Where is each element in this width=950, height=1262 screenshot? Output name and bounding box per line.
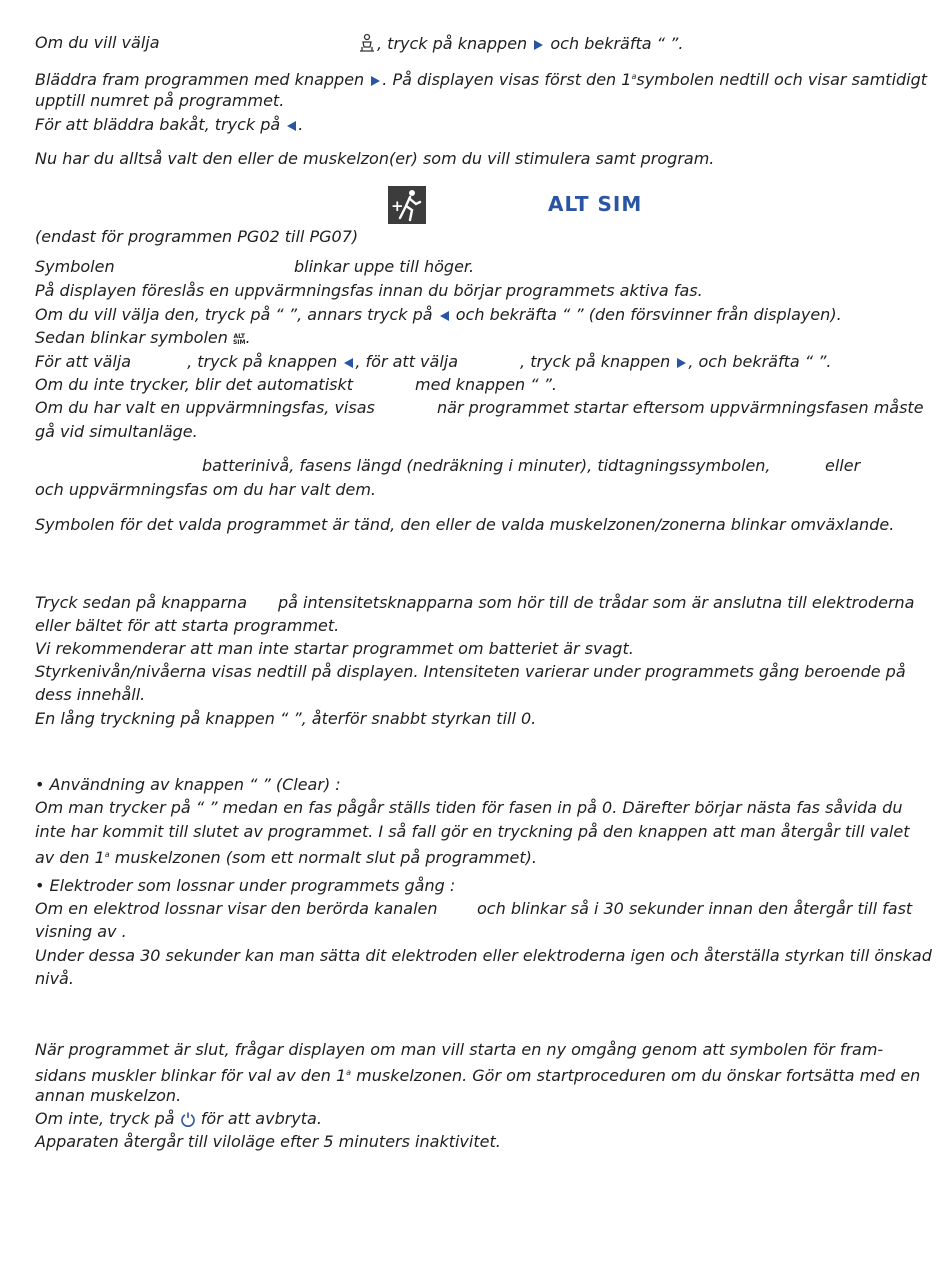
- para7-line3: Vi rekommenderar att man inte startar programmet om batteriet är svagt.: [35, 639, 634, 658]
- para5-line1b: eller: [825, 456, 861, 475]
- para9-line4: Under dessa 30 sekunder kan man sätta dit elektroden eller elektroderna igen och återställa styrkan till önskad: [35, 946, 932, 965]
- para2-line1: [35, 67, 928, 90]
- para7-line1b: på intensitetsknapparna som hör till de trådar som är anslutna till elektroderna: [278, 593, 915, 612]
- para8-line3: inte har kommit till slutet av programmet. I så fall gör en tryckning på den knappen att man återgår till valet: [35, 822, 910, 841]
- para4-line6: För att välja , tryck på knappen , för att välja , tryck på knappen , och bekräfta “ ”.: [35, 352, 832, 371]
- seated-person-icon: [357, 33, 377, 53]
- text: Bläddra fram programmen med knappen . På displayen visas först den 1$^a$symbolen nedtill och visar samtidigt: [35, 70, 928, 89]
- para9-line1: • Elektroder som lossnar under programmets gång :: [35, 876, 456, 895]
- para10-line1: När programmet är slut, frågar displayen om man vill starta en ny omgång genom att symbolen för fram-: [35, 1040, 884, 1059]
- para4-line8b: när programmet startar eftersom uppvärmningsfasen måste: [437, 398, 924, 417]
- power-icon: [180, 1111, 196, 1127]
- para9-line5: nivå.: [35, 969, 74, 988]
- text: Om du vill välja: [35, 33, 160, 52]
- para5-line1: batterinivå, fasens längd (nedräkning i minuter), tidtagningssymbolen,: [202, 456, 771, 475]
- para10-line2: sidans muskler blinkar för val av den 1$^a$ muskelzonen. Gör om startproceduren om du önskar fortsätta med en: [35, 1066, 921, 1085]
- para8-line2: Om man trycker på “ ” medan en fas pågår ställs tiden för fasen in på 0. Därefter börjar nästa fas såvida du: [35, 798, 903, 817]
- para3-line: Nu har du alltså valt den eller de muskelzon(er) som du vill stimulera samt program.: [35, 149, 715, 168]
- running-man-icon: [388, 186, 426, 224]
- para6-line: Symbolen för det valda programmet är tänd, den eller de valda muskelzonen/zonerna blinkar omväxlande.: [35, 515, 895, 534]
- text: och bekräfta “ ”.: [550, 34, 684, 53]
- para4-line8: Om du har valt en uppvärmningsfas, visas: [35, 398, 375, 417]
- para10-line4: Om inte, tryck på för att avbryta.: [35, 1109, 322, 1128]
- para4-line7b: med knappen “ ”.: [415, 375, 558, 394]
- triangle-right-icon: [534, 40, 543, 50]
- triangle-left-icon: [440, 311, 449, 321]
- para4-line9: gå vid simultanläge.: [35, 422, 198, 441]
- alt-sim-small-icon: ALT SIM: [232, 333, 246, 346]
- para10-line3: annan muskelzon.: [35, 1086, 182, 1105]
- para7-line2: eller bältet för att starta programmet.: [35, 616, 340, 635]
- para4-line2: Symbolen: [35, 257, 115, 276]
- triangle-left-icon: [287, 121, 296, 131]
- para2-line2: upptill numret på programmet.: [35, 91, 285, 110]
- text: , tryck på knappen: [377, 34, 528, 53]
- para9-line2: Om en elektrod lossnar visar den berörda kanalen: [35, 899, 438, 918]
- para4-line4: Om du vill välja den, tryck på “ ”, annars tryck på och bekräfta “ ” (den försvinner från displayen).: [35, 305, 842, 324]
- para7-line1: Tryck sedan på knapparna: [35, 593, 247, 612]
- para8-line4: av den 1$^a$ muskelzonen (som ett normalt slut på programmet).: [35, 848, 537, 867]
- para7-line5: dess innehåll.: [35, 685, 146, 704]
- para4-line1: (endast för programmen PG02 till PG07): [35, 227, 359, 246]
- para9-line3: visning av .: [35, 922, 127, 941]
- para9-line2b: och blinkar så i 30 sekunder innan den återgår till fast: [477, 899, 913, 918]
- para4-line2b: blinkar uppe till höger.: [294, 257, 475, 276]
- triangle-right-icon: [371, 76, 380, 86]
- para7-line4: Styrkenivån/nivåerna visas nedtill på displayen. Intensiteten varierar under programmets gång beroende på: [35, 662, 906, 681]
- para2-line3: För att bläddra bakåt, tryck på .: [35, 115, 304, 134]
- para7-line6: En lång tryckning på knappen “ ”, återför snabbt styrkan till 0.: [35, 709, 537, 728]
- para1-line-b: [357, 33, 683, 54]
- alt-sim-heading: ALT SIM: [548, 192, 643, 216]
- para8-line1: • Användning av knappen “ ” (Clear) :: [35, 775, 341, 794]
- para4-line5: Sedan blinkar symbolen ALT SIM.: [35, 328, 251, 347]
- para4-line7: Om du inte trycker, blir det automatiskt: [35, 375, 354, 394]
- para4-line3: På displayen föreslås en uppvärmningsfas innan du börjar programmets aktiva fas.: [35, 281, 703, 300]
- para1-line: [35, 33, 160, 53]
- para5-line2: och uppvärmningsfas om du har valt dem.: [35, 480, 376, 499]
- para10-line5: Apparaten återgår till viloläge efter 5 minuters inaktivitet.: [35, 1132, 501, 1151]
- triangle-right-icon: [677, 358, 686, 368]
- svg-text:+: +: [391, 197, 404, 215]
- triangle-left-icon: [344, 358, 353, 368]
